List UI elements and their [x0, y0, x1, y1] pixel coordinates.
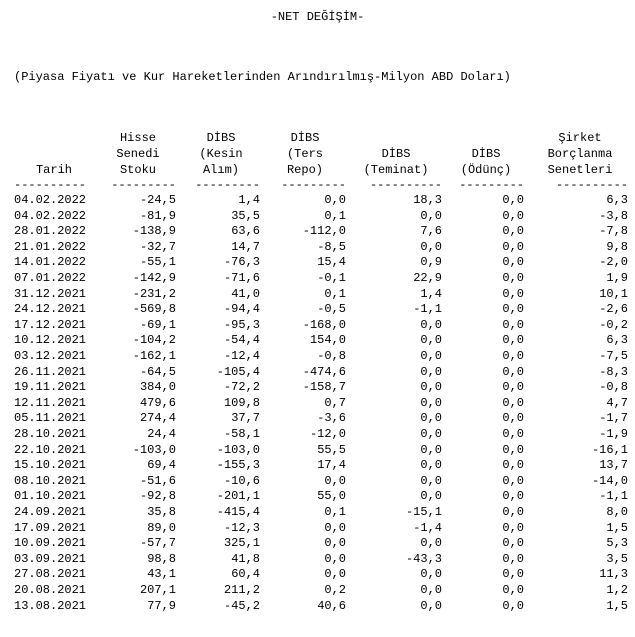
row-value: 1,9: [606, 271, 628, 285]
row-value: 0,0: [502, 411, 524, 426]
row-value: 0,0: [420, 473, 442, 488]
row-date: 08.10.2021: [14, 473, 87, 488]
row-value: 0,0: [420, 442, 442, 457]
row-value: 0,0: [502, 349, 524, 363]
row-date: 04.02.2022: [14, 193, 87, 207]
row-value: 0,0: [420, 208, 442, 223]
row-value: 0,2: [324, 583, 346, 597]
row-value: 0,0: [420, 317, 442, 332]
row-value: 0,0: [502, 380, 524, 395]
row-value: 0,0: [324, 536, 346, 551]
row-value: -14,0: [591, 473, 628, 488]
row-value: -415,4: [216, 505, 260, 519]
row-value: -2,0: [599, 255, 628, 270]
column-separator: ----------: [555, 181, 628, 189]
column-header-line: Şirket: [558, 131, 602, 145]
column-header-line: (Ödünç): [460, 163, 512, 177]
row-value: 0,7: [324, 395, 346, 410]
row-value: 479,6: [139, 395, 176, 410]
column-separator: ----------: [369, 181, 442, 189]
row-value: -55,1: [139, 255, 176, 270]
row-value: 0,0: [420, 536, 442, 551]
row-date: 28.01.2022: [14, 224, 87, 239]
column-header-line: DİBS: [290, 131, 320, 145]
row-value: -12,4: [223, 349, 260, 363]
row-value: -155,3: [216, 458, 260, 473]
row-value: 0,0: [502, 536, 524, 551]
row-value: 0,0: [502, 551, 524, 566]
row-value: 22,9: [413, 271, 442, 285]
column-separator: ----------: [14, 181, 87, 189]
row-value: 77,9: [147, 598, 176, 613]
row-value: -231,2: [132, 286, 176, 301]
row-value: -10,6: [223, 473, 260, 488]
row-date: 15.10.2021: [14, 458, 87, 473]
row-value: -24,5: [139, 193, 176, 207]
row-value: 40,6: [317, 598, 346, 613]
row-value: 0,0: [502, 317, 524, 332]
row-value: 9,8: [606, 239, 628, 254]
column-separator: ---------: [459, 181, 524, 189]
row-value: 0,0: [420, 380, 442, 395]
row-value: 0,0: [502, 193, 524, 207]
row-date: 17.12.2021: [14, 317, 87, 332]
row-value: 0,1: [324, 286, 346, 301]
row-value: -94,4: [223, 302, 260, 317]
row-value: 35,5: [231, 208, 260, 223]
column-header-line: Alım): [202, 163, 239, 177]
row-value: 274,4: [139, 411, 176, 426]
row-value: 37,7: [231, 411, 260, 426]
row-value: 0,0: [502, 271, 524, 285]
row-value: -12,3: [223, 520, 260, 535]
row-value: -162,1: [132, 349, 176, 363]
row-value: -0,8: [317, 349, 346, 363]
row-value: -81,9: [139, 208, 176, 223]
row-value: -32,7: [139, 239, 176, 254]
row-value: -105,4: [216, 364, 260, 379]
row-value: 0,0: [502, 505, 524, 519]
row-date: 19.11.2021: [14, 380, 87, 395]
row-value: 18,3: [413, 193, 442, 207]
row-value: 0,0: [324, 551, 346, 566]
row-value: 1,5: [606, 520, 628, 535]
row-value: -43,3: [405, 551, 442, 566]
row-value: -2,6: [599, 302, 628, 317]
row-value: 17,4: [317, 458, 346, 473]
row-value: 0,0: [420, 411, 442, 426]
row-date: 27.08.2021: [14, 567, 87, 582]
row-value: 60,4: [231, 567, 260, 582]
row-date: 10.09.2021: [14, 536, 87, 551]
row-value: -168,0: [302, 317, 346, 332]
row-value: 0,0: [502, 286, 524, 301]
row-value: 0,0: [502, 239, 524, 254]
column-header-line: Stoku: [119, 163, 156, 177]
row-value: -15,1: [405, 505, 442, 519]
row-date: 14.01.2022: [14, 255, 87, 270]
row-date: 31.12.2021: [14, 286, 87, 301]
row-value: 0,0: [324, 473, 346, 488]
row-value: 0,9: [420, 255, 442, 270]
row-value: 15,4: [317, 255, 346, 270]
row-value: -1,1: [599, 489, 628, 504]
row-value: -3,6: [317, 411, 346, 426]
row-value: -142,9: [132, 271, 176, 285]
row-value: -7,8: [599, 224, 628, 239]
row-value: 4,7: [606, 395, 628, 410]
row-value: 0,0: [420, 583, 442, 597]
row-value: 325,1: [223, 536, 260, 551]
row-value: -1,9: [599, 427, 628, 441]
row-value: 0,0: [420, 567, 442, 582]
row-value: -569,8: [132, 302, 176, 317]
row-value: -8,3: [599, 364, 628, 379]
row-value: 0,0: [502, 333, 524, 348]
row-value: 0,0: [502, 458, 524, 473]
row-value: 1,2: [606, 583, 628, 597]
row-value: 0,0: [420, 458, 442, 473]
row-value: 0,0: [420, 395, 442, 410]
row-value: -71,6: [223, 271, 260, 285]
row-value: -57,7: [139, 536, 176, 551]
row-value: 0,0: [420, 364, 442, 379]
row-date: 28.10.2021: [14, 427, 87, 441]
row-value: -112,0: [302, 224, 346, 239]
row-value: -7,5: [599, 349, 628, 363]
row-value: 1,4: [238, 193, 260, 207]
page-subtitle: (Piyasa Fiyatı ve Kur Hareketlerinden Arındırılmış-Milyon ABD Doları): [14, 70, 511, 84]
row-date: 10.12.2021: [14, 333, 87, 348]
row-value: 55,5: [317, 442, 346, 457]
row-value: 0,0: [502, 583, 524, 597]
column-header-line: (Teminat): [363, 163, 429, 177]
row-value: 0,1: [324, 505, 346, 519]
row-value: 8,0: [606, 505, 628, 519]
page-title: -NET DEĞİŞİM-: [270, 10, 365, 24]
row-value: 11,3: [599, 567, 628, 582]
row-value: 1,5: [606, 598, 628, 613]
row-value: 0,0: [502, 302, 524, 317]
row-value: 0,1: [324, 208, 346, 223]
row-value: 0,0: [324, 193, 346, 207]
row-value: -0,2: [599, 317, 628, 332]
row-value: 0,0: [420, 333, 442, 348]
row-date: 05.11.2021: [14, 411, 87, 426]
row-value: 7,6: [420, 224, 442, 239]
row-value: 24,4: [147, 427, 176, 441]
row-value: 1,4: [420, 286, 442, 301]
column-separator: ---------: [281, 181, 346, 189]
row-value: 0,0: [502, 364, 524, 379]
row-value: 0,0: [502, 427, 524, 441]
row-value: 43,1: [147, 567, 176, 582]
row-value: -58,1: [223, 427, 260, 441]
column-header-line: Repo): [286, 163, 323, 177]
row-date: 20.08.2021: [14, 583, 87, 597]
row-value: 41,0: [231, 286, 260, 301]
row-value: 0,0: [502, 520, 524, 535]
column-header-line: (Kesin: [199, 147, 243, 161]
row-value: -1,1: [413, 302, 442, 317]
row-value: 0,0: [420, 349, 442, 363]
row-date: 24.12.2021: [14, 302, 87, 317]
row-value: 0,0: [502, 224, 524, 239]
row-value: -0,5: [317, 302, 346, 317]
row-value: -1,4: [413, 520, 442, 535]
row-value: -0,8: [599, 380, 628, 395]
row-value: 0,0: [420, 598, 442, 613]
column-header-line: (Ters: [286, 147, 323, 161]
row-value: -138,9: [132, 224, 176, 239]
row-value: 211,2: [223, 583, 260, 597]
row-value: 13,7: [599, 458, 628, 473]
column-header-line: DİBS: [381, 147, 411, 161]
row-value: 0,0: [420, 427, 442, 441]
row-value: -8,5: [317, 239, 346, 254]
row-value: -12,0: [309, 427, 346, 441]
row-value: -201,1: [216, 489, 260, 504]
row-value: 5,3: [606, 536, 628, 551]
row-value: 207,1: [139, 583, 176, 597]
row-value: -45,2: [223, 598, 260, 613]
row-value: -103,0: [216, 442, 260, 457]
row-value: -54,4: [223, 333, 260, 348]
row-date: 03.09.2021: [14, 551, 87, 566]
column-header-line: Borçlanma: [547, 147, 613, 161]
row-value: 0,0: [502, 598, 524, 613]
column-separator: ---------: [111, 181, 176, 189]
row-value: -0,1: [317, 271, 346, 285]
row-value: 0,0: [502, 473, 524, 488]
row-value: 6,3: [606, 193, 628, 207]
row-value: 89,0: [147, 520, 176, 535]
row-value: -72,2: [223, 380, 260, 395]
row-value: -76,3: [223, 255, 260, 270]
row-value: 0,0: [502, 489, 524, 504]
row-value: -64,5: [139, 364, 176, 379]
row-value: -3,8: [599, 208, 628, 223]
row-value: -95,3: [223, 317, 260, 332]
row-value: -104,2: [132, 333, 176, 348]
row-value: -16,1: [591, 442, 628, 457]
row-value: -69,1: [139, 317, 176, 332]
row-value: 0,0: [502, 442, 524, 457]
column-header-line: Tarih: [35, 163, 72, 177]
row-value: 3,5: [606, 551, 628, 566]
row-date: 01.10.2021: [14, 489, 87, 504]
row-value: 10,1: [599, 286, 628, 301]
column-header-line: DİBS: [471, 147, 501, 161]
row-value: 41,8: [231, 551, 260, 566]
row-date: 21.01.2022: [14, 239, 87, 254]
column-header-line: DİBS: [206, 131, 236, 145]
row-value: 69,4: [147, 458, 176, 473]
row-value: 0,0: [502, 395, 524, 410]
row-value: 63,6: [231, 224, 260, 239]
row-value: 0,0: [420, 489, 442, 504]
row-date: 22.10.2021: [14, 442, 87, 457]
row-value: 35,8: [147, 505, 176, 519]
row-value: 0,0: [502, 208, 524, 223]
row-date: 03.12.2021: [14, 349, 87, 363]
row-value: 14,7: [231, 239, 260, 254]
row-value: 0,0: [324, 520, 346, 535]
row-date: 24.09.2021: [14, 505, 87, 519]
column-header-line: Senedi: [116, 147, 160, 161]
row-value: 98,8: [147, 551, 176, 566]
row-date: 12.11.2021: [14, 395, 87, 410]
row-date: 04.02.2022: [14, 208, 87, 223]
row-date: 13.08.2021: [14, 598, 87, 613]
row-value: -474,6: [302, 364, 346, 379]
column-header-line: Senetleri: [547, 163, 613, 177]
row-value: 0,0: [502, 567, 524, 582]
row-value: 154,0: [309, 333, 346, 348]
row-value: -158,7: [302, 380, 346, 395]
row-date: 26.11.2021: [14, 364, 87, 379]
row-value: -51,6: [139, 473, 176, 488]
row-value: -92,8: [139, 489, 176, 504]
row-value: -103,0: [132, 442, 176, 457]
row-value: 0,0: [502, 255, 524, 270]
row-value: 0,0: [324, 567, 346, 582]
row-date: 17.09.2021: [14, 520, 87, 535]
row-value: 384,0: [139, 380, 176, 395]
row-value: 55,0: [317, 489, 346, 504]
row-date: 07.01.2022: [14, 271, 87, 285]
column-separator: ---------: [195, 181, 260, 189]
column-header-line: Hisse: [119, 131, 156, 145]
row-value: 109,8: [223, 395, 260, 410]
row-value: -1,7: [599, 411, 628, 426]
row-value: 6,3: [606, 333, 628, 348]
row-value: 0,0: [420, 239, 442, 254]
